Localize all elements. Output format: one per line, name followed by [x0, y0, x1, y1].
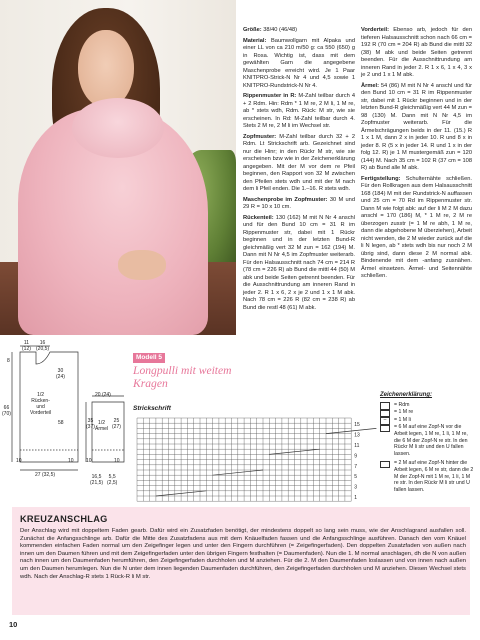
legend-symbol: – [380, 417, 390, 425]
paragraph-body: Baumwollgarn mit Alpaka und einer LL von ca 210 m/50 g: ca 550 (650) g in Rosa. Wichtig ist, dass mit dem gewählten Garn die angegebene Maschenprobe erreicht wird. Je 1 Paar KNITPRO-Strick-N Nr 4 und 4,5 sowie 1 KNITPRO-Rundstrick-N Nr 4. [243, 37, 355, 89]
legend-item [380, 460, 474, 493]
schematic-label-top-b: 16 (20,5) [36, 340, 50, 352]
paragraph [243, 134, 355, 194]
legend-item [380, 417, 474, 425]
paragraph [243, 197, 355, 212]
paragraph [243, 38, 355, 91]
legend-item [380, 402, 474, 410]
paragraph-lead: Fertigstellung: [361, 175, 401, 182]
model-title: Longpulli mit weitem Kragen [133, 364, 232, 390]
legend-text: = 6 M auf eine Zopf-N vor die Arbeit legen, 1 M re, 1 li, 1 M re, die 6 M der Zopf-N re str. In den Rückr M li str und den U fallen lassen. [394, 424, 468, 457]
paragraph-lead: Ärmel: [361, 82, 380, 89]
schematic-label-bottom-right: 10 [68, 458, 74, 464]
paragraph [361, 27, 472, 80]
sleeve-outline [92, 402, 124, 462]
paragraph-lead: Material: [243, 37, 267, 44]
schematic-label-sleeve-w1: 16,5 (21,5) [90, 474, 104, 486]
legend [380, 392, 474, 496]
legend-item [380, 409, 474, 417]
chart-row-label: 5 [354, 474, 357, 481]
legend-text: = 1 M li [394, 416, 411, 423]
paragraph-lead: Rückenteil: [243, 214, 274, 221]
chart-row-label: 1 [354, 495, 357, 501]
schematic-label-sleeve: 1/2 Ärmel [95, 420, 109, 432]
paragraph [361, 83, 472, 173]
schematic-label-bottom-left: 10 [16, 458, 22, 464]
model-badge: Modell 5 [133, 353, 165, 363]
paragraph [361, 176, 472, 281]
schematic-label-sleeve-right: 25 (27) [112, 418, 121, 430]
paragraph-lead: Größe: [243, 27, 262, 33]
schematic-label-main: 1/2 Rücken- und Vorderteil [30, 392, 52, 416]
paragraph [243, 27, 355, 35]
paragraph [243, 215, 355, 313]
kreuzanschlag-text: Der Anschlag wird mit doppeltem Faden gearb. Dafür wird ein Zusatzfaden benötigt, der mindestens doppelt so lang sein muss, wie der Anschlagrand ausfallen soll. Zunächst die Anfangsschlinge arb. Dafür die Mitte des Zusatzfadens aus mit dem Knäuelfaden fassen und die Anfangsschlinge ausführen. Danach den vom Knäuel kommenden einfachen Faden normal um den Zeigefinger legen und unter den Fingern durchführen (= Zeigefingerfaden). Den doppelten Zusatzfaden von außen nach innen um den Daumen führen und mit dem Zeigefingerfaden unter den übrigen Fingern festhalten (= Daumenfaden). Nun die 1. M normal anschlagen, dh die N von außen nach innen um den Daumenfaden herumführen, den Zeigefingerfaden durchholen und M anziehen. Für die 2. M den Daumenfaden loslassen und von innen nach außen um den Daumen herumlegen. Nun die N unter dem innen liegenden Daumenfaden durchführen, den Zeigefingerfaden durchholen und M anziehen. Diesen Wechsel stets wdh. Nach der Anschlag-R stets 1 Rück-R li M str. [20, 528, 466, 580]
legend-title: Zeichenerklärung: [380, 392, 433, 398]
legend-symbol [380, 461, 390, 469]
chart-row-label: 15 [354, 422, 360, 429]
schematic-label-top-a: 11 (12) [22, 340, 31, 352]
instructions-column-middle [243, 27, 355, 315]
page-number: 10 [9, 620, 18, 629]
chart-grid [137, 418, 351, 501]
paragraph-lead: Vorderteil: [361, 27, 390, 33]
legend-text: = 2 M auf eine Zopf-N hinter die Arbeit legen, 6 M re str, dann die 2 M der Zopf-N mit 1 M re, 1 li, 1 M re str. In den Rückr M li str und U fallen lassen. [394, 460, 474, 493]
model-photo [0, 0, 236, 335]
schematic-label-sleeve-w2: 5,5 (2,5) [107, 474, 118, 486]
schematic-label-left-b: 66 (70) [2, 405, 11, 417]
chart-row-label: 3 [354, 484, 357, 491]
photo-collar [72, 98, 164, 158]
chart-row-label: 9 [354, 453, 357, 460]
chart-row-label: 11 [354, 443, 360, 449]
legend-symbol [380, 425, 390, 433]
schematic-label-sleeve-left: 35 (37) [86, 418, 95, 430]
paragraph-body: M-Zahl teilbar durch 32 + 2 Rdm. Lt Strickschrift arb. Gezeichnet sind nur die Hinr; in den Rückr M str, wie sie erscheinen bzw wie in der Zeichenerklärung angegeben. Mit der M vor dem re Pfeil beginnen, den Rapport von 32 M zwischen den Pfeilen stets wdh und mit der M nach dem li Pfeil enden. Die 1.–16. R stets wdh. [243, 133, 355, 192]
paragraph-body: 30 M und 29 R = 10 x 10 cm. [243, 196, 355, 210]
paragraph-body: Schulternähte schließen. Für den Rollkragen aus dem Halsausschnitt 168 (184) M mit der Rundstrick-N auffassen und 25 cm = 70 Rd im Rippenmuster str. Dann M wie folgt abk: auf der li M 2 M dazu anschl = 170 (186) M, * 1 M re, 2 M re überzogen zusstr (= 1 M re abh, 1 M re, dann die abgehobene M überziehen), Arbeit nicht wenden, die 2 M wieder zurück auf die li N legen, ab * stets wdh bis nur noch 2 M übrig sind, dann diese 2 M normal abk. Bindenende mit dem -anfang zusnähen. Ärmel einsetzen. Ärmel- und Seitennähte schließen. [361, 175, 472, 279]
paragraph [243, 93, 355, 131]
paragraph-body: 38/40 (46/48) [261, 27, 298, 33]
schematic-label-width: 27 (32,5) [35, 472, 56, 478]
legend-items [380, 402, 474, 494]
instructions-column-right [361, 27, 472, 284]
schematic-label-sleeve-bottom-right: 10 [114, 458, 120, 464]
photo-face [78, 30, 134, 108]
knitting-chart [133, 404, 383, 504]
legend-item [380, 424, 474, 457]
kreuzanschlag-title: KREUZANSCHLAG [20, 514, 108, 524]
paragraph-lead: Rippenmuster in R: [243, 93, 297, 99]
chart-title: Strickschrift [133, 405, 171, 412]
schematic-label-sleeve-top: 20 (24) [95, 392, 111, 398]
chart-row-label: 13 [354, 432, 360, 439]
schematic-label-sleeve-bottom-left: 10 [86, 458, 92, 464]
model-title-block [133, 346, 238, 390]
paragraph-body: M-Zahl teilbar durch 4 + 2 Rdm. Hin: Rdm * 1 M re, 2 M li, 1 M re, ab * stets wdh, Rdm. Rück: M str, wie sie erscheinen. In Rd: M-Zahl teilbar durch 4. Stets 2 M re, 2 M li im Wechsel str. [243, 93, 355, 129]
schematic-label-mid-a: 30 (24) [56, 368, 65, 380]
schematic-label-side: 58 [58, 420, 64, 426]
paragraph-body: 130 (162) M mit N Nr 4 anschl und für den Bund 10 cm = 31 R im Rippenmuster str, dabei mit 1 Rückr beginnen und in der letzten Bund-R gleichmäßig vert 32 M zun = 162 (194) M. Dann mit N Nr 4,5 im Zopfmuster weiterarb. Für den Halsausschnitt nach 74 cm = 214 R (78 cm = 226 R) ab Bund die mittl 44 (50) M abk und beide Seiten getrennt beenden. Für die Ausschnittrundung am inneren Rand in jeder 2. R 1 x 6, 2 x je 2 und 1 x 1 M abk. Nach 78 cm = 226 R (82 cm = 238 R) ab Bund die restl 48 (61) M abk. [243, 214, 355, 311]
legend-text: = 1 M re [394, 409, 414, 416]
chart-row-label: 7 [354, 463, 357, 470]
paragraph-lead: Maschenprobe im Zopfmuster: [243, 196, 328, 203]
paragraph-body: 54 (86) M mit N Nr 4 anschl und für den Bund 10 cm = 31 R im Rippenmuster str, dabei mit 1 Rückr beginnen und in der letzten Bund-R gleichmäßig vert 44 M zun = 98 (130) M. Dann mit N Nr 4,5 im Zopfmuster weiterarb. Für die Ärmelschrägungen beids in der 11. (15.) R 1 x 1 M, dann 2 x in jeder 10. R und 8 x in jeder 8. R (5 x in jeder 14. R und 1 x in der folg 12. R) je 1 M mustergemäß zun = 120 (144) M. Nach 35 cm = 102 R (37 cm = 108 R) ab Bund alle M abk. [361, 82, 472, 171]
paragraph-body: Ebenso arb, jedoch für den tieferen Halsausschnitt schon nach 66 cm = 192 R (70 cm = 204 R) ab Bund die mittl 32 (38) M abk und beide Seiten getrennt beenden. Für die Ausschnittrundung am inneren Rand in jeder 2. R 1 x 6, 1 x 4, 3 x je 2 und 1 x 1 M abk. [361, 27, 472, 78]
photo-hand [118, 250, 166, 280]
schematic-label-left-a: 8 [7, 358, 10, 364]
legend-text: = Rdm [394, 401, 410, 408]
paragraph-lead: Zopfmuster: [243, 133, 277, 140]
